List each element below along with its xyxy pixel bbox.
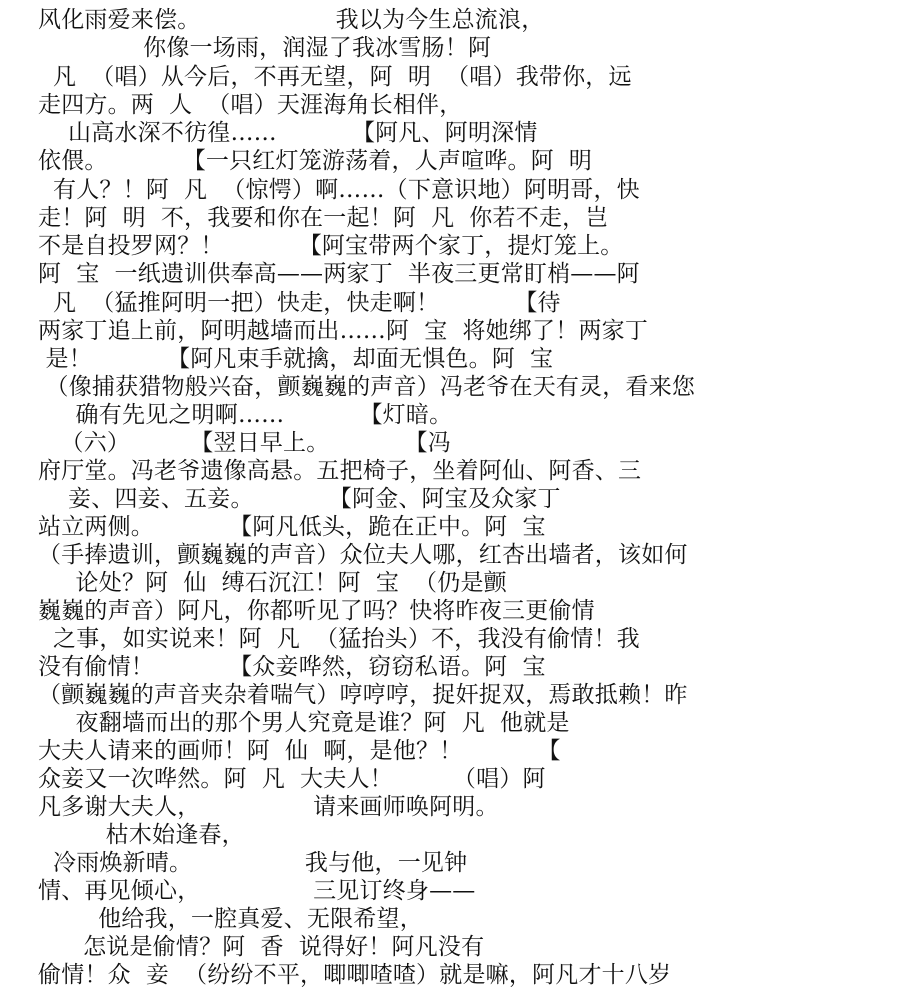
text-line: 风化雨爱来偿。 我以为今生总流浪，	[38, 7, 545, 33]
text-line: 山高水深不彷徨…… 【阿凡、阿明深情	[38, 120, 538, 146]
text-line: 冷雨焕新晴。 我与他，一见钟	[38, 850, 468, 876]
text-line: （像捕获猎物般兴奋，颤巍巍的声音）冯老爷在天有灵，看来您	[38, 374, 696, 400]
text-line: （颤巍巍的声音夹杂着喘气）哼哼哼，捉奸捉双，焉敢抵赖！昨	[38, 682, 688, 708]
text-line: 确有先见之明啊…… 【灯暗。	[38, 402, 453, 428]
text-line: 有人？！阿 凡 （惊愕）啊……（下意识地）阿明哥，快	[38, 177, 640, 203]
text-line: 你像一场雨，润湿了我冰雪肠！阿	[38, 35, 492, 61]
text-line: 众妾又一次哗然。阿 凡 大夫人！ （唱）阿	[38, 766, 546, 792]
text-line: 府厅堂。冯老爷遗像高悬。五把椅子，坐着阿仙、阿香、三	[38, 458, 642, 484]
text-line: 凡 （猛推阿明一把）快走，快走啊！ 【待	[38, 290, 561, 316]
text-line: 凡 （唱）从今后，不再无望，阿 明 （唱）我带你，远	[38, 64, 632, 90]
text-line: 论处？阿 仙 缚石沉江！阿 宝 （仍是颤	[38, 570, 507, 596]
text-line: 两家丁追上前，阿明越墙而出……阿 宝 将她绑了！两家丁	[38, 318, 649, 344]
text-line: 依偎。 【一只红灯笼游荡着，人声喧哗。阿 明	[38, 148, 593, 174]
text-line: 情、再见倾心， 三见订终身——	[38, 878, 476, 904]
text-line: 怎说是偷情？阿 香 说得好！阿凡没有	[38, 934, 485, 960]
text-line: 凡多谢大夫人， 请来画师唤阿明。	[38, 794, 499, 820]
text-line: 没有偷情！ 【众妾哗然，窃窃私语。阿 宝	[38, 654, 546, 680]
text-line: 走！阿 明 不，我要和你在一起！阿 凡 你若不走，岂	[38, 205, 609, 231]
text-line: 之事，如实说来！阿 凡 （猛抬头）不，我没有偷情！我	[38, 626, 640, 652]
text-line: 不是自投罗网？！ 【阿宝带两个家丁，提灯笼上。	[38, 233, 624, 259]
text-line: 偷情！众 妾 （纷纷不平，唧唧喳喳）就是嘛，阿凡才十八岁	[38, 962, 672, 988]
text-line: （手捧遗训，颤巍巍的声音）众位夫人哪，红杏出墙者，该如何	[38, 542, 688, 568]
text-line: 他给我，一腔真爱、无限希望，	[38, 906, 423, 932]
text-line: 夜翻墙而出的那个男人究竟是谁？阿 凡 他就是	[38, 710, 570, 736]
text-line: 妾、四妾、五妾。 【阿金、阿宝及众家丁	[38, 486, 561, 512]
text-line: 阿 宝 一纸遗训供奉高——两家丁 半夜三更常盯梢——阿	[38, 261, 640, 287]
text-line: （六） 【翌日早上。 【冯	[38, 430, 451, 456]
text-line: 站立两侧。 【阿凡低头，跪在正中。阿 宝	[38, 514, 546, 540]
text-line: 走四方。两 人 （唱）天涯海角长相伴，	[38, 92, 463, 118]
text-line: 大夫人请来的画师！阿 仙 啊，是他？！ 【	[38, 738, 561, 764]
text-line: 巍巍的声音）阿凡，你都听见了吗？快将昨夜三更偷情	[38, 598, 595, 624]
text-line: 是！ 【阿凡束手就擒，却面无惧色。阿 宝	[38, 346, 554, 372]
text-line: 枯木始逢春，	[38, 822, 245, 848]
